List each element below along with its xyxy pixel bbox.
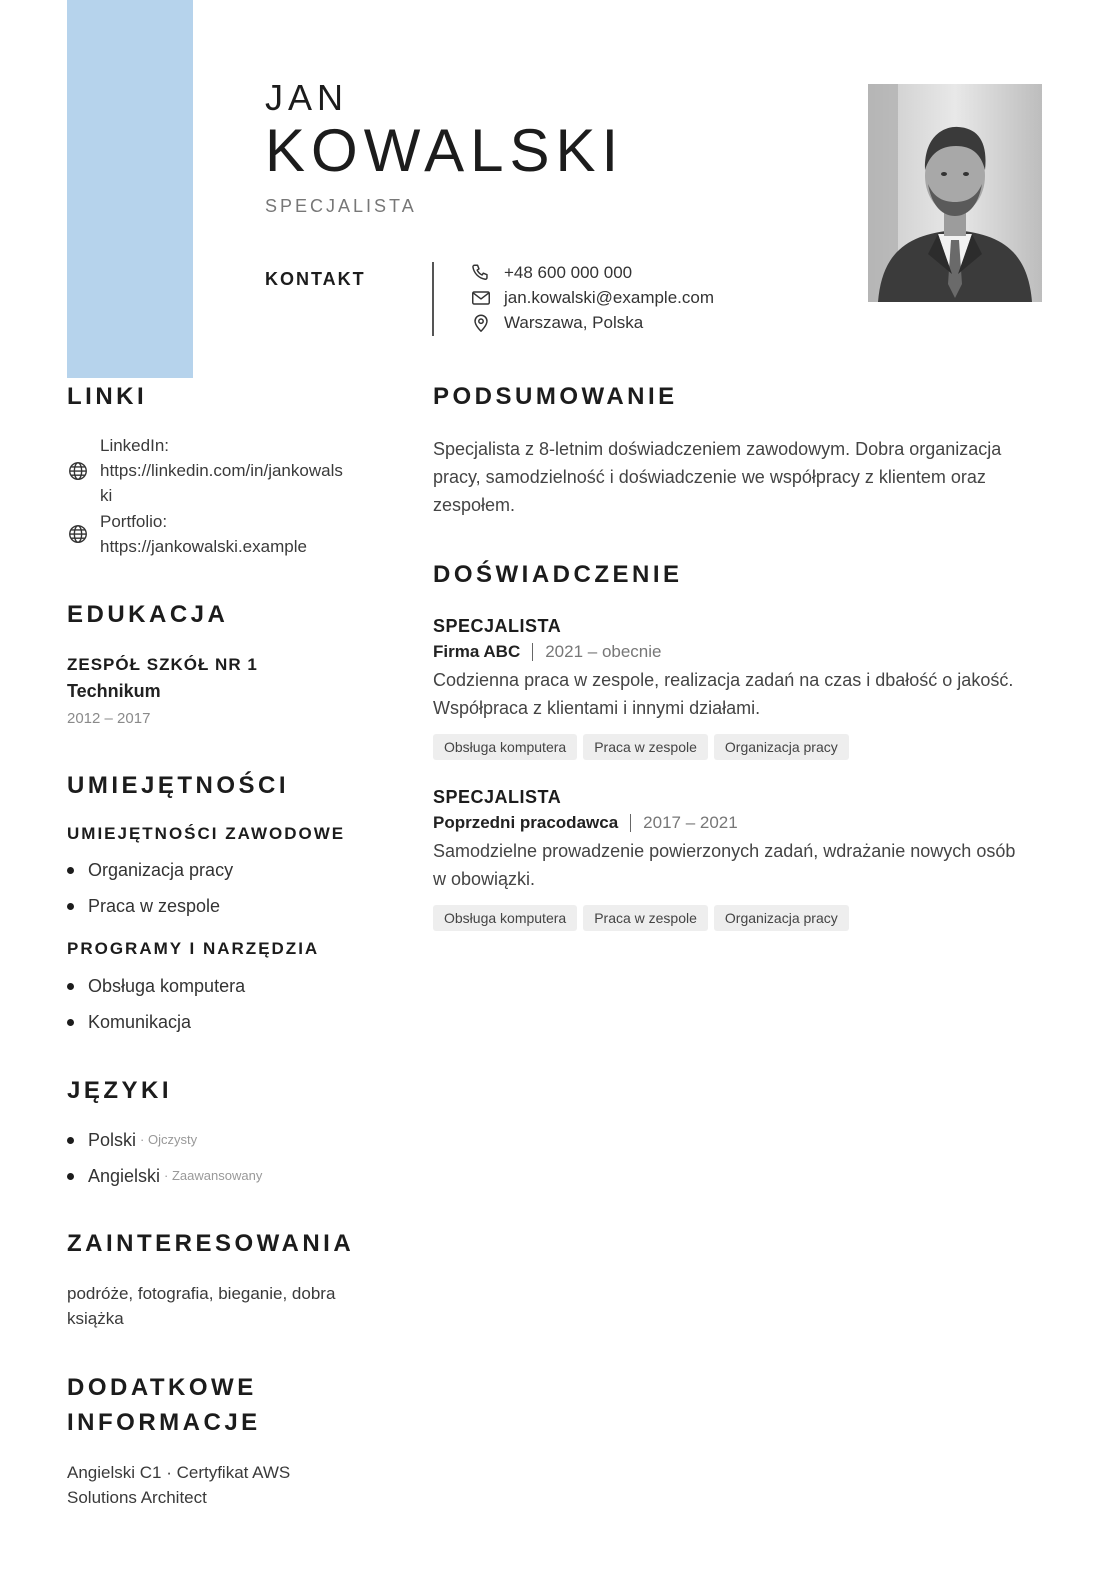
- extra-heading-line: INFORMACJE: [67, 1409, 261, 1436]
- summary-line: Specjalista z 8-letnim doświadczeniem zawodowym. Dobra organizacja: [433, 439, 1002, 459]
- list-item: [67, 857, 233, 883]
- skill-tag: Organizacja pracy: [714, 905, 849, 931]
- link-url-cont: ki: [100, 486, 113, 505]
- globe-icon: [67, 523, 89, 545]
- interests-heading: ZAINTERESOWANIA: [67, 1230, 355, 1257]
- tag-list: [433, 905, 1053, 931]
- link-url: https://jankowalski.example: [100, 537, 307, 556]
- job-meta: [433, 640, 1053, 664]
- education-heading: EDUKACJA: [67, 601, 229, 628]
- degree: Technikum: [67, 681, 161, 701]
- job-dates: 2021 – obecnie: [545, 642, 662, 661]
- list-item: [67, 973, 245, 999]
- phone-number: +48 600 000 000: [504, 263, 633, 282]
- job-description: [433, 666, 1053, 722]
- skills-group-title: UMIEJĘTNOŚCI ZAWODOWE: [67, 824, 346, 843]
- summary-heading: PODSUMOWANIE: [433, 383, 678, 410]
- contact-heading: KONTAKT: [265, 269, 366, 289]
- link-linkedin[interactable]: [67, 433, 367, 508]
- bullet-dot: [67, 1137, 74, 1144]
- link-portfolio[interactable]: [67, 509, 367, 559]
- link-label: LinkedIn:: [100, 436, 169, 455]
- extra-heading-line: DODATKOWE: [67, 1374, 257, 1401]
- last-name: KOWALSKI: [265, 117, 625, 184]
- separator: [630, 814, 631, 832]
- bullet-dot: [67, 867, 74, 874]
- contact-phone[interactable]: [470, 261, 632, 285]
- experience-heading: DOŚWIADCZENIE: [433, 561, 683, 588]
- mail-icon: [470, 287, 492, 309]
- contact-divider: [432, 262, 434, 336]
- skill-tag: Obsługa komputera: [433, 734, 577, 760]
- bullet-dot: [67, 903, 74, 910]
- job-desc-line: Samodzielne prowadzenie powierzonych zadań, wdrażanie nowych osób: [433, 841, 1016, 861]
- contact-email[interactable]: [470, 286, 714, 310]
- extra-line: Solutions Architect: [67, 1488, 207, 1507]
- list-item: [67, 1009, 191, 1035]
- language-name: Polski: [88, 1130, 137, 1150]
- job-dates: 2017 – 2021: [643, 813, 738, 832]
- links-heading: LINKI: [67, 383, 148, 410]
- interests-text: [67, 1281, 335, 1331]
- skill-text: Komunikacja: [88, 1012, 192, 1032]
- list-item: [67, 1127, 197, 1153]
- list-item: [67, 1163, 262, 1189]
- job-meta: [433, 811, 1053, 835]
- separator: [532, 643, 533, 661]
- first-name: JAN: [265, 77, 349, 118]
- job-desc-line: Codzienna praca w zespole, realizacja zadań na czas i dbałość o jakość.: [433, 670, 1014, 690]
- skill-text: Organizacja pracy: [88, 860, 234, 880]
- skill-text: Obsługa komputera: [88, 976, 246, 996]
- profile-photo: [868, 84, 1042, 302]
- extra-line: Angielski C1 · Certyfikat AWS: [67, 1463, 291, 1482]
- education-dates: 2012 – 2017: [67, 710, 151, 727]
- summary-line: pracy, samodzielność i doświadczenie we współpracy z klientem oraz: [433, 467, 986, 487]
- bullet-dot: [67, 983, 74, 990]
- link-url: https://linkedin.com/in/jankowals: [100, 461, 343, 480]
- school-name: ZESPÓŁ SZKÓŁ NR 1: [67, 655, 258, 674]
- job-entry: [433, 614, 1053, 760]
- skill-text: Praca w zespole: [88, 896, 221, 916]
- languages-heading: JĘZYKI: [67, 1077, 173, 1104]
- skill-tag: Organizacja pracy: [714, 734, 849, 760]
- company-name: Firma ABC: [433, 642, 521, 661]
- language-level: · Ojczysty: [140, 1132, 198, 1147]
- accent-bar: [67, 0, 193, 378]
- location-text: Warszawa, Polska: [504, 313, 644, 332]
- job-desc-line: w obowiązki.: [433, 869, 536, 889]
- skill-tag: Praca w zespole: [583, 734, 708, 760]
- link-label: Portfolio:: [100, 512, 168, 531]
- bullet-dot: [67, 1019, 74, 1026]
- job-desc-line: Współpraca z klientami i innymi działami.: [433, 698, 761, 718]
- bullet-dot: [67, 1173, 74, 1180]
- tag-list: [433, 734, 1053, 760]
- skill-tag: Obsługa komputera: [433, 905, 577, 931]
- extra-heading: [67, 1370, 261, 1440]
- extra-text: [67, 1460, 290, 1510]
- job-title: SPECJALISTA: [433, 616, 562, 636]
- skills-group-title: PROGRAMY I NARZĘDZIA: [67, 939, 320, 958]
- language-name: Angielski: [88, 1166, 161, 1186]
- skill-tag: Praca w zespole: [583, 905, 708, 931]
- interests-line: podróże, fotografia, bieganie, dobra: [67, 1284, 336, 1303]
- email-address: jan.kowalski@example.com: [504, 288, 715, 307]
- job-title: SPECJALISTA: [433, 787, 562, 807]
- language-level: · Zaawansowany: [164, 1168, 263, 1183]
- job-role: SPECJALISTA: [265, 196, 417, 216]
- list-item: [67, 893, 220, 919]
- location-pin-icon: [470, 312, 492, 334]
- contact-location: [470, 311, 643, 335]
- company-name: Poprzedni pracodawca: [433, 813, 619, 832]
- job-entry: [433, 785, 1053, 931]
- skills-heading: UMIEJĘTNOŚCI: [67, 772, 290, 799]
- interests-line: książka: [67, 1309, 124, 1328]
- globe-icon: [67, 460, 89, 482]
- summary-line: zespołem.: [433, 495, 516, 515]
- phone-icon: [470, 262, 492, 284]
- summary-text: [433, 435, 1001, 519]
- job-description: [433, 837, 1053, 893]
